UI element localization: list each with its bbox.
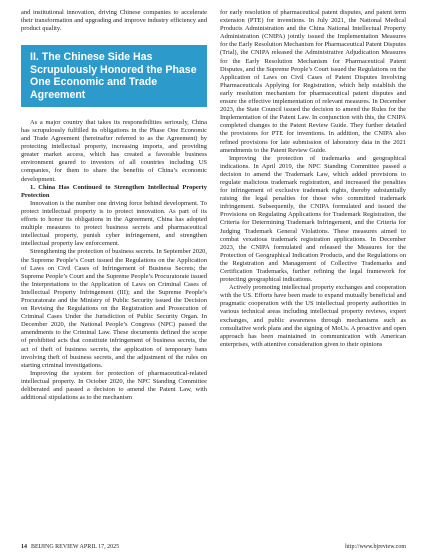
- body-paragraph: As a major country that takes its responsibilities seriously, China has scrupulously fulfilled its obligations in the Phase One Economic and Trade Agreement (hereinafter referred to as the Agreement) by protecting intellectual property, increasing imports, and providing greater market access, which has created a favorable business environment geared to investors of all countries including US companies, for them to share the benefits of China’s economic development.: [21, 118, 207, 183]
- body-paragraph: for early resolution of pharmaceutical patent disputes, and patent term extension (PTE) for inventions. In July 2021, the National Medical Products Administration and the China National Intellectual Property Administration (CNIPA) jointly issued the Implementation Measures for the Early Resolution Mechanism for Pharmaceutical Patent Disputes (Trial), the CNIPA released the Administrative Adjudication Measures for the Early Resolution Mechanism for Pharmaceutical Patent Disputes, and the Supreme People’s Court issued the Regulations on the Application of Laws on Civil Cases of Patent Disputes Involving Pharmaceuticals Applying for Registration, which help establish the early resolution mechanism for pharmaceutical patent disputes and ensure the effective implementation of relevant measures. In December 2023, the State Council issued the decision to amend the Rules for the Implementation of the Patent Law. In conjunction with this, the CNIPA completed changes to the Patent Review Guide. They further detailed the provisions for PTE for inventions. In addition, the CNIPA also refined provisions for late submission of laboratory data in the 2021 amendments to the Patent Review Guide.: [220, 9, 406, 154]
- body-paragraph: Innovation is the number one driving force behind development. To protect intellectual property is to protect innovation. As part of its efforts to honor its obligations in the Agreement, China has adopted multiple measures to protect business secrets and pharmaceutical intellectual property, punish cyber infringement, and strengthen intellectual property law enforcement.: [21, 199, 207, 248]
- body-paragraph: Improving the protection of trademarks and geographical indications. In April 2019, the NPC Standing Committee passed a decision to amend the Trademark Law, which added provisions to regulate malicious trademark registration, and increased the penalties for infringement of exclusive trademark rights, thereby substantially raising the legal penalties for those who committed trademark infringement. Subsequently, the CNIPA formulated and issued the Provisions on Regulating Applications for Trademark Registration, the Criteria for Determining Trademark Infringement, and the Criteria for Judging Trademark General Violations. These measures aimed to combat vexatious trademark registration applications. In December 2023, the CNIPA formulated and released the Measures for the Protection of Geographical Indication Products, and the Regulations on the Registration and Management of Collective Trademarks and Certification Trademarks, further refining the legal framework for protecting geographical indications.: [220, 154, 406, 284]
- body-paragraph: Strengthening the protection of business secrets. In September 2020, the Supreme People’s Court issued the Regulations on the Application of Laws on Civil Cases of Infringement of Business Secrets; the Supreme People’s Court and the Supreme People’s Procuratorate issued the Interpretations to the Application of Laws on Criminal Cases of Intellectual Property Infringement (III); and the Supreme People’s Procuratorate and the Ministry of Public Security issued the Decision on Revising the Regulations on the Registration and Prosecution of Criminal Cases Under the Jurisdiction of Public Security Organ. In December 2020, the National People’s Congress (NPC) passed the amendments to the Criminal Law. These documents defined the scope of prohibited acts that constitute infringement of business secrets, the act of theft of business secrets, the application of temporary bans involving theft of business secrets, and the adjustment of the rules on starting criminal investigations.: [21, 248, 207, 369]
- body-paragraph: Improving the system for protection of pharmaceutical-related intellectual property. In October 2020, the NPC Standing Committee deliberated and passed a decision to amend the Patent Law, with additional stipulations as to the mechanism: [21, 369, 207, 402]
- subsection-heading: 1. China Has Continued to Strengthen Intellectual Property Protection: [21, 183, 207, 199]
- right-column: [220, 9, 406, 349]
- publication-line: BEIJING REVIEW APRIL 17, 2025: [31, 544, 120, 550]
- body-paragraph: Actively promoting intellectual property exchanges and cooperation with the US. Efforts have been made to expand mutually beneficial and pragmatic cooperation with the US intellectual property authorities in various technical areas including intellectual property reviews, expert exchanges, and public awareness through mechanisms such as consultative work plans and the signing of MoUs. A proactive and open approach has been maintained in communication with American enterprises, with attentive consideration given to their opinions: [220, 284, 406, 348]
- section-heading: II. The Chinese Side Has Scrupulously Honored the Phase One Economic and Trade Agreement: [21, 45, 207, 107]
- left-column: [21, 9, 207, 402]
- intro-paragraph: and institutional innovation, driving Chinese companies to accelerate their transformation and upgrading and improve industry efficiency and product quality.: [21, 9, 207, 33]
- footer-left: [21, 543, 119, 551]
- page-number: 14: [21, 544, 27, 550]
- website-link[interactable]: http://www.bjreview.com: [345, 544, 406, 550]
- page-footer: [21, 543, 406, 551]
